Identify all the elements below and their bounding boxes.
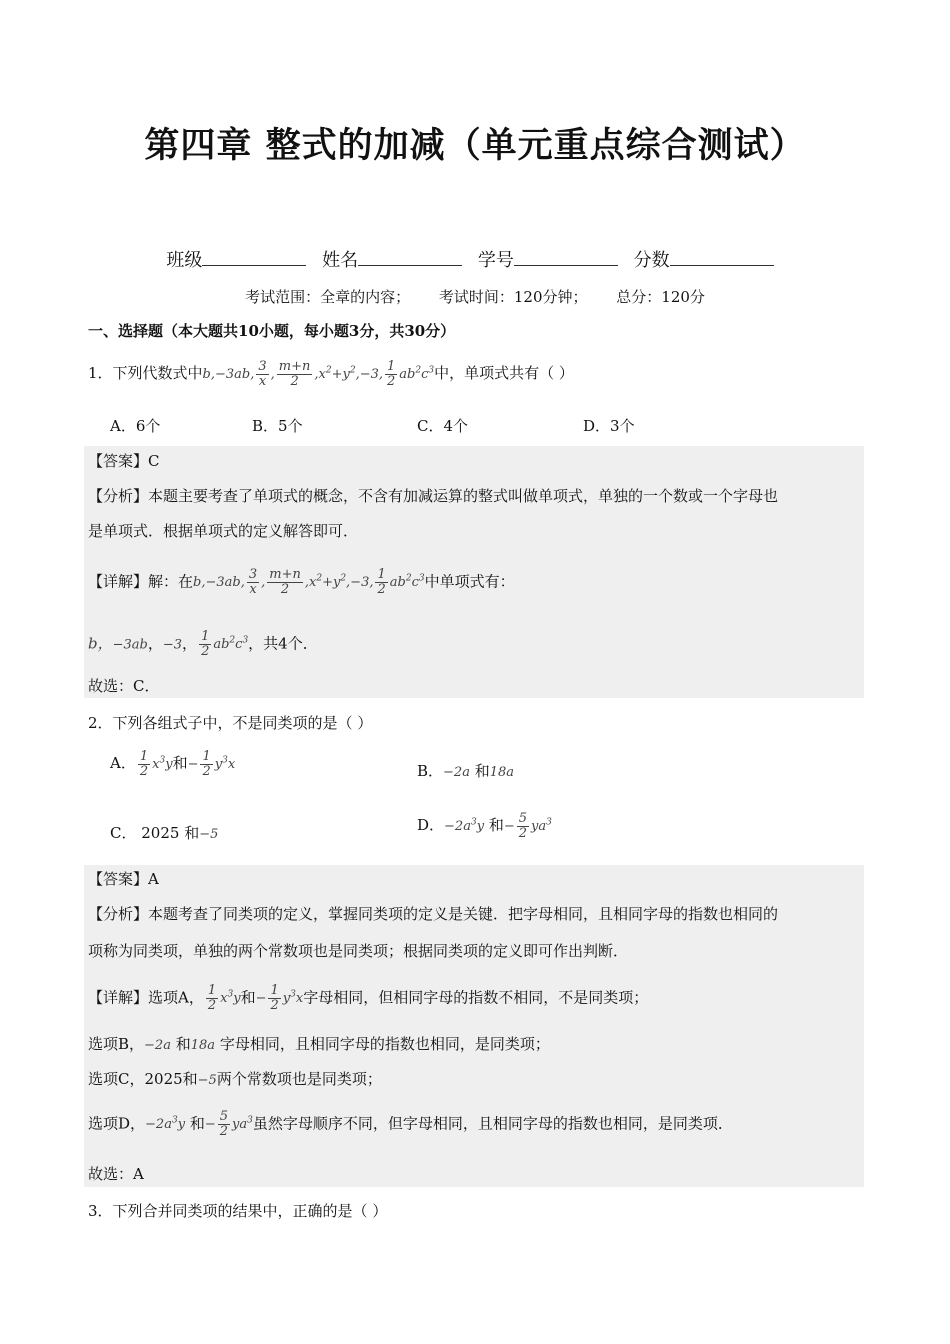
q2-option-b[interactable] xyxy=(417,760,514,781)
q1-monomial-list: b，−3ab，−3， $\frac{1}{2}$ $ab^2c^3$，共4个． xyxy=(88,629,318,660)
q2-detail-b-and: 和 xyxy=(175,1035,191,1053)
class-label: 班级 xyxy=(166,250,203,271)
q2-detail-b-pre: 选项B， xyxy=(88,1035,145,1053)
name-label: 姓名 xyxy=(322,250,359,271)
q2-analysis-line1: 【分析】本题考查了同类项的定义，掌握同类项的定义是关键．把字母相同，且相同字母的指数也相同的 xyxy=(88,905,779,923)
name-blank[interactable] xyxy=(358,249,462,266)
number-blank[interactable] xyxy=(514,249,618,266)
q2-detail-d-expr1: $-2a^3y$ xyxy=(145,1116,186,1133)
exam-range: 考试范围：全章的内容； xyxy=(245,288,411,306)
question-3: 3．下列合并同类项的结果中，正确的是（ ） xyxy=(88,1202,388,1220)
q1-detail-end: 中单项式有： xyxy=(424,572,515,591)
section-heading: 一、选择题（本大题共10小题，每小题3分，共30分） xyxy=(88,322,456,340)
q2-detail-b-post: 字母相同，且相同字母的指数也相同，是同类项； xyxy=(219,1035,550,1053)
q1-analysis-line1: 【分析】本题主要考查了单项式的概念，不含有加减运算的整式叫做单项式，单独的一个数或一个字母也 xyxy=(88,487,779,505)
q1-detail-start: 【详解】解：在 xyxy=(88,572,194,591)
q2-analysis-line2: 项称为同类项，单独的两个常数项也是同类项；根据同类项的定义即可作出判断． xyxy=(88,942,629,960)
exam-total: 总分：120分 xyxy=(616,288,705,306)
q1-b: b， xyxy=(88,634,113,653)
q2-b-label: B． xyxy=(417,762,444,780)
question-2: 2．下列各组式子中，不是同类项的是（ ） xyxy=(88,714,373,732)
q1-option-d[interactable]: D．3个 xyxy=(583,417,635,435)
q2-detail-a-pre: 【详解】选项A， xyxy=(88,988,204,1007)
q1-analysis-line2: 是单项式．根据单项式的定义解答即可． xyxy=(88,522,359,540)
q2-c-and: 和 xyxy=(184,824,200,842)
q2-b-expr1: −2a xyxy=(443,765,470,780)
q1-list-end: ，共4个． xyxy=(248,634,318,653)
q1-option-b[interactable]: B．5个 xyxy=(252,417,303,435)
score-label: 分数 xyxy=(633,250,670,271)
q2-detail-a xyxy=(88,982,648,1013)
q1-stem-end: 中，单项式共有（ ） xyxy=(434,364,574,382)
q2-a-expr2: − $\frac{1}{2}$ $y^3x$ xyxy=(187,749,236,779)
page-title: 第四章 整式的加减（单元重点综合测试） xyxy=(144,126,806,166)
q2-option-d[interactable] xyxy=(417,812,552,841)
class-blank[interactable] xyxy=(202,249,306,266)
q2-a-expr1: $\frac{1}{2}$ $x^3y$ xyxy=(139,749,173,779)
q2-detail-d xyxy=(88,1108,733,1139)
q2-detail-c-expr: −5 xyxy=(197,1073,217,1088)
q2-detail-c-pre: 选项C，2025和 xyxy=(88,1070,198,1088)
q1-stem-start: 1．下列代数式中 xyxy=(88,364,203,382)
q2-detail-d-pre: 选项D， xyxy=(88,1114,146,1133)
student-info-row xyxy=(0,246,950,272)
q1-detail xyxy=(88,566,515,597)
q2-detail-a-post: 字母相同，但相同字母的指数不相同，不是同类项； xyxy=(303,988,649,1007)
q2-b-expr2: 18a xyxy=(489,765,515,780)
q2-detail-d-and: 和 xyxy=(189,1114,205,1133)
score-blank[interactable] xyxy=(670,249,774,266)
q1-term3: −3 xyxy=(162,637,183,653)
q2-b-and: 和 xyxy=(474,762,490,780)
q2-a-and: 和 xyxy=(172,754,188,772)
q2-detail-b-expr2: 18a xyxy=(190,1038,216,1053)
q2-d-label: D． xyxy=(417,816,445,834)
q2-detail-a-expr1: $\frac{1}{2}$ $x^3y$ xyxy=(207,983,241,1014)
q2-option-c[interactable] xyxy=(110,822,218,843)
q1-conclusion: 故选：C． xyxy=(88,677,160,695)
q1-answer: 【答案】C xyxy=(88,452,160,470)
q2-detail-c xyxy=(88,1066,382,1094)
number-label: 学号 xyxy=(477,250,514,271)
q1-option-a[interactable]: A．6个 xyxy=(110,417,161,435)
q2-conclusion: 故选：A xyxy=(88,1165,144,1183)
q2-detail-d-post: 虽然字母顺序不同，但字母相同，且相同字母的指数也相同，是同类项． xyxy=(252,1114,733,1133)
exam-scope xyxy=(0,286,950,307)
q2-option-a[interactable] xyxy=(110,750,235,779)
q1-term2: −3ab xyxy=(112,637,148,653)
q1-option-c[interactable]: C．4个 xyxy=(417,417,469,435)
q1-term4: $\frac{1}{2}$ $ab^2c^3$ xyxy=(201,629,249,660)
q2-detail-c-post: 两个常数项也是同类项； xyxy=(216,1070,382,1088)
q2-a-label: A． xyxy=(110,754,136,772)
q2-c-expr2: −5 xyxy=(199,827,219,842)
q2-d-expr2: − $\frac{5}{2}$ $ya^3$ xyxy=(503,811,552,841)
q2-detail-d-expr2: − $\frac{5}{2}$ $ya^3$ xyxy=(204,1109,253,1140)
q2-answer: 【答案】A xyxy=(88,870,159,888)
q2-d-expr1: $-2a^3y$ xyxy=(444,817,485,834)
q1-detail-expr: b,−3ab, $\frac{3}{x}$ , $\frac{m+n}{2}$ $,x^2+y^2,-3$, $\frac{1}{2}$ $ab^2c^3$ xyxy=(193,567,425,598)
q2-detail-b xyxy=(88,1031,550,1059)
exam-time: 考试时间：120分钟； xyxy=(438,288,588,306)
q2-detail-a-and: 和 xyxy=(240,988,256,1007)
q2-c-label: C． xyxy=(110,824,137,842)
question-1 xyxy=(88,360,574,389)
q2-detail-a-expr2: − $\frac{1}{2}$ $y^3x$ xyxy=(255,983,304,1014)
q2-detail-b-expr1: −2a xyxy=(144,1038,171,1053)
q2-c-expr1: 2025 xyxy=(141,824,180,842)
q2-d-and: 和 xyxy=(488,816,504,834)
q1-expr-list: b,−3ab, $\frac{3}{x}$ , $\frac{m+n}{2}$ $,x^2+y^2,-3$, $\frac{1}{2}$ $ab^2c^3$ xyxy=(202,359,435,389)
